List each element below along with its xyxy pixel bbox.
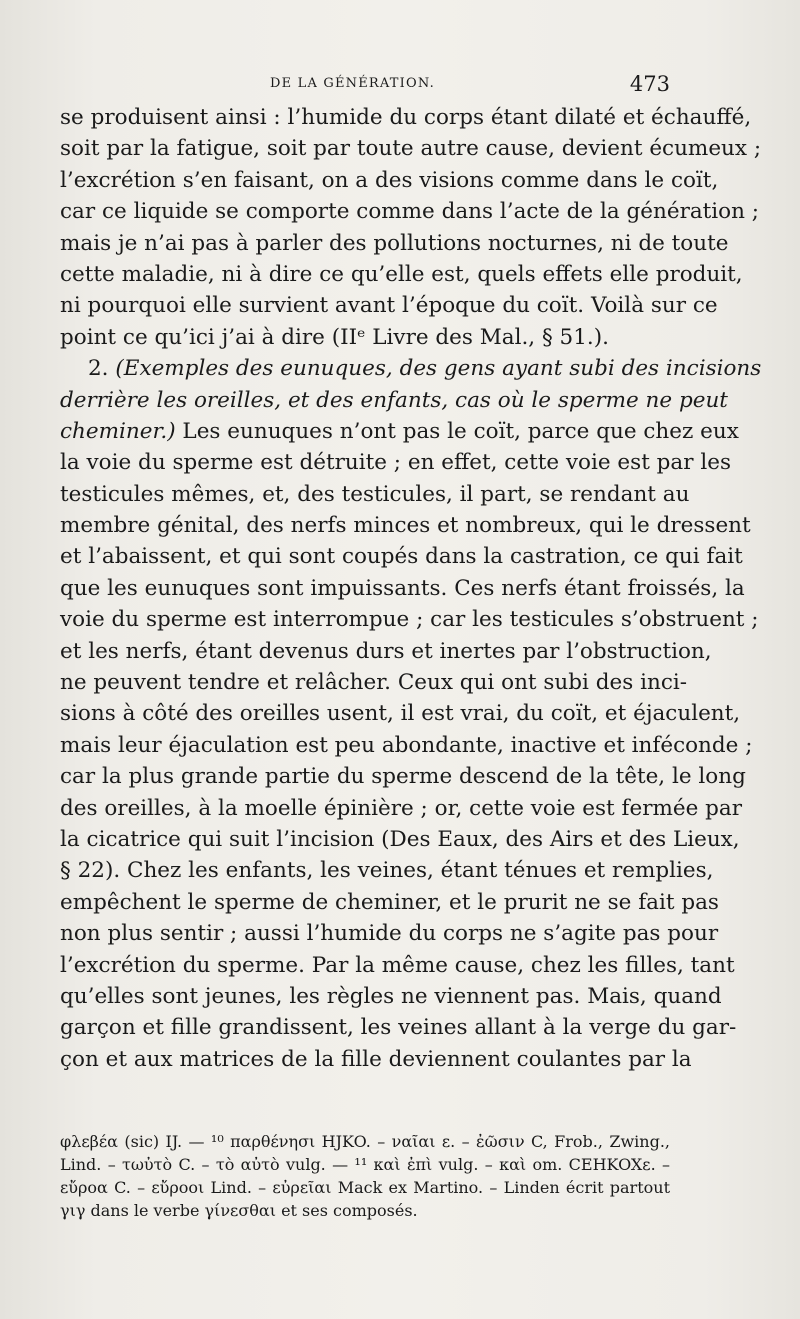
text-line: se produisent ainsi : l’humide du corps étant dilaté et échauffé, [60, 105, 752, 130]
text-line: testicules mêmes, et, des testicules, il part, se rendant au [60, 481, 690, 507]
main-text [60, 102, 762, 1075]
page-number: 473 [629, 72, 670, 96]
text-line: empêchent le sperme de cheminer, et le prurit ne se fait pas [60, 889, 719, 915]
italic-summary-line: derrière les oreilles, et des enfants, cas où le sperme ne peut [60, 387, 728, 413]
italic-summary-end: cheminer.) [60, 418, 176, 444]
paragraph-number: 2. [88, 356, 109, 382]
text-line: ni pourquoi elle survient avant l’époque du coït. Voilà sur ce [60, 293, 718, 319]
text-line: soit par la fatigue, soit par toute autre cause, devient écumeux ; [60, 136, 762, 162]
footnote-line: Lind. – τωὐτὸ C. – τὸ αὐτὸ vulg. — ¹¹ καὶ ἐπὶ vulg. – καὶ om. CEHKOXε. – [60, 1155, 670, 1174]
text-line: cette maladie, ni à dire ce qu’elle est, quels effets elle produit, [60, 261, 743, 287]
text-line: sions à côté des oreilles usent, il est vrai, du coït, et éjaculent, [60, 701, 741, 727]
text-line: l’excrétion s’en faisant, on a des visions comme dans le coït, [60, 167, 719, 193]
text-line: la cicatrice qui suit l’incision (Des Eaux, des Airs et des Lieux, [60, 826, 740, 852]
text-fragment: Les eunuques n’ont pas le coït, parce que chez eux [175, 418, 739, 444]
running-title: DE LA GÉNÉRATION. [270, 76, 435, 91]
italic-summary: (Exemples des eunuques, des gens ayant subi des incisions [115, 356, 762, 382]
text-line: que les eunuques sont impuissants. Ces nerfs étant froissés, la [60, 575, 745, 601]
footnotes [60, 1130, 670, 1222]
text-line: ne peuvent tendre et relâcher. Ceux qui ont subi des inci- [60, 670, 688, 696]
text-line: garçon et fille grandissent, les veines allant à la verge du gar- [60, 1015, 737, 1041]
footnote-line: φλεβέα (sic) IJ. — ¹⁰ παρθένησι HJKO. – ναῖαι ε. – ἐῶσιν C, Frob., Zwing., [60, 1132, 670, 1151]
text-line: non plus sentir ; aussi l’humide du corps ne s’agite pas pour [60, 921, 719, 947]
text-line: et les nerfs, étant devenus durs et inertes par l’obstruction, [60, 638, 712, 664]
paragraph-2-start [60, 353, 762, 384]
page-header [60, 72, 670, 98]
text-line [60, 416, 739, 447]
text-line: l’excrétion du sperme. Par la même cause, chez les filles, tant [60, 952, 735, 978]
text-line: membre génital, des nerfs minces et nombreux, qui le dressent [60, 513, 751, 539]
footnote-line: γιγ dans le verbe γίνεσθαι et ses composés. [60, 1201, 418, 1220]
footnote-line: εὔροα C. – εὔροοι Lind. – εὐρεῖαι Mack ex Martino. – Linden écrit partout [60, 1178, 670, 1197]
text-line: des oreilles, à la moelle épinière ; or, cette voie est fermée par [60, 795, 742, 821]
text-line: çon et aux matrices de la fille deviennent coulantes par la [60, 1046, 692, 1072]
text-line: qu’elles sont jeunes, les règles ne viennent pas. Mais, quand [60, 983, 722, 1009]
text-line: et l’abaissent, et qui sont coupés dans la castration, ce qui fait [60, 544, 743, 570]
text-line: mais je n’ai pas à parler des pollutions nocturnes, ni de toute [60, 230, 729, 256]
text-line: point ce qu’ici j’ai à dire (IIᵉ Livre des Mal., § 51.). [60, 324, 609, 350]
text-line: mais leur éjaculation est peu abondante, inactive et inféconde ; [60, 732, 753, 758]
text-line: car ce liquide se comporte comme dans l’acte de la génération ; [60, 199, 760, 225]
text-line: voie du sperme est interrompue ; car les testicules s’obstruent ; [60, 607, 759, 633]
text-line: car la plus grande partie du sperme descend de la tête, le long [60, 764, 746, 790]
text-line: la voie du sperme est détruite ; en effet, cette voie est par les [60, 450, 731, 476]
text-line: § 22). Chez les enfants, les veines, étant ténues et remplies, [60, 858, 714, 884]
